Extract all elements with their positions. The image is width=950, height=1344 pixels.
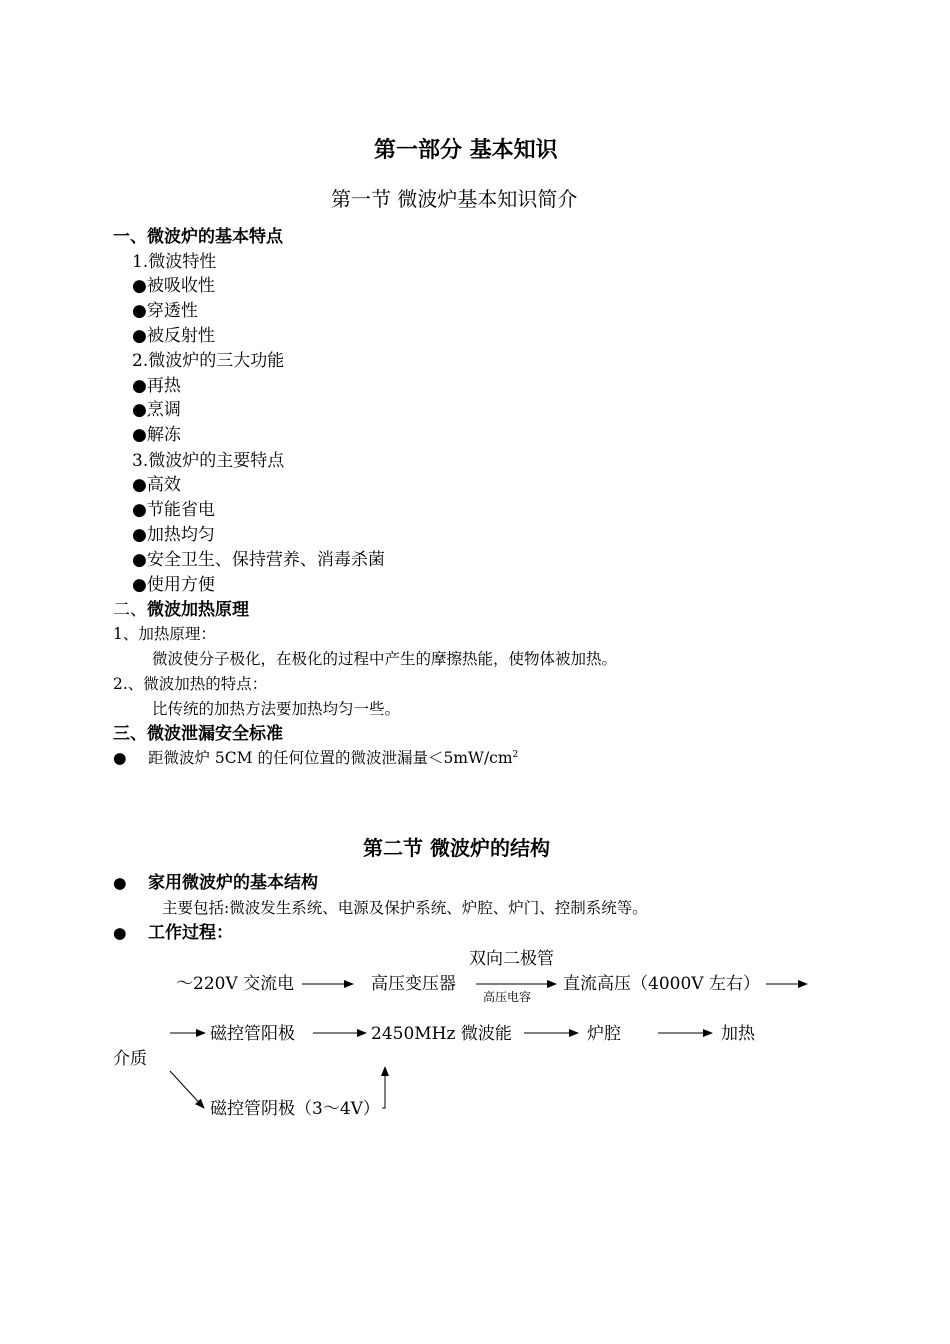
structure-heading: 家用微波炉的基本结构 <box>148 873 318 893</box>
principle-text: 微波使分子极化，在极化的过程中产生的摩擦热能，使物体被加热。 <box>152 650 618 668</box>
list-item: ●节能省电 <box>132 500 215 520</box>
oven-cavity: 炉腔 <box>587 1024 621 1044</box>
medium: 介质 <box>113 1049 147 1069</box>
list-item: ●高效 <box>132 475 181 495</box>
list-item: ●解冻 <box>132 425 181 445</box>
list-item: 3.微波炉的主要特点 <box>132 451 285 471</box>
magnetron-cathode: 磁控管阴极（3～4V） <box>210 1099 380 1119</box>
heading-safety: 三、微波泄漏安全标准 <box>113 724 283 744</box>
list-item: ●被反射性 <box>132 326 215 346</box>
dc-high-voltage: 直流高压（4000V 左右） <box>563 974 760 994</box>
heading-features: 一、微波炉的基本特点 <box>113 227 283 247</box>
principle-label: 1、加热原理： <box>113 625 216 643</box>
list-item: ●穿透性 <box>132 301 198 321</box>
arrow-cathode-to-wave <box>382 1067 385 1108</box>
capacitor-label: 高压电容 <box>483 990 532 1004</box>
list-item: 1.微波特性 <box>132 252 217 272</box>
list-item: ●加热均匀 <box>132 525 215 545</box>
feature-label: 2.、微波加热的特点： <box>113 675 268 693</box>
structure-text: 主要包括:微波发生系统、电源及保护系统、炉腔、炉门、控制系统等。 <box>162 899 648 917</box>
safety-bullet: ● <box>113 749 127 767</box>
arrow-medium-to-cathode <box>170 1071 204 1108</box>
list-item: ●使用方便 <box>132 575 215 595</box>
feature-text: 比传统的加热方法要加热均匀一些。 <box>152 700 401 718</box>
list-item: ●再热 <box>132 376 181 396</box>
structure-bullet: ● <box>113 874 127 892</box>
section2-title: 第二节 微波炉的结构 <box>363 836 550 860</box>
list-item: ●烹调 <box>132 400 181 420</box>
list-item: ●被吸收性 <box>132 276 215 296</box>
heading-principle-number: 二、 <box>113 600 147 620</box>
list-item: ●安全卫生、保持营养、消毒杀菌 <box>132 550 385 570</box>
heading-principle-text: 微波加热原理 <box>147 600 249 620</box>
safety-standard-text: 距微波炉 5CM 的任何位置的微波泄漏量＜5mW/cm <box>148 749 513 767</box>
process-heading: 工作过程： <box>148 923 233 943</box>
superscript: 2 <box>512 749 519 760</box>
heating: 加热 <box>721 1024 755 1044</box>
microwave-energy: 2450MHz 微波能 <box>371 1024 512 1044</box>
section1-title: 第一节 微波炉基本知识简介 <box>331 187 578 211</box>
list-item: 2.微波炉的三大功能 <box>132 351 285 371</box>
diode-label: 双向二极管 <box>469 949 554 969</box>
magnetron-anode: 磁控管阳极 <box>210 1024 295 1044</box>
part-title: 第一部分 基本知识 <box>374 138 558 163</box>
ac-power: ～220V 交流电 <box>176 974 295 994</box>
transformer: 高压变压器 <box>371 974 456 994</box>
process-bullet: ● <box>113 924 127 942</box>
